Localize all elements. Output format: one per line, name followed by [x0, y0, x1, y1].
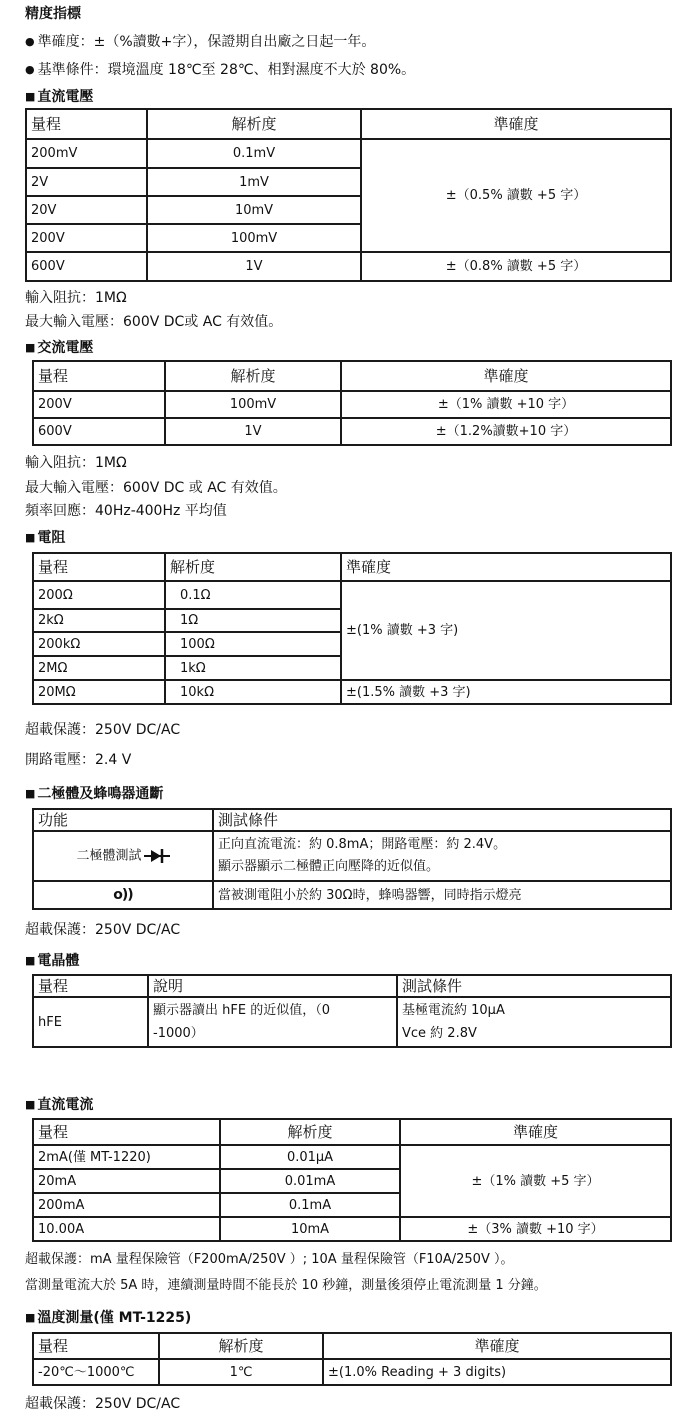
range-cell: 200kΩ — [33, 632, 165, 656]
diode-condition-line: 正向直流電流：約 0.8mA；開路電壓：約 2.4V。 — [218, 837, 507, 852]
range-cell: 2mA(僅 MT-1220) — [33, 1145, 220, 1169]
table-header-row — [33, 553, 671, 581]
table-row — [33, 997, 671, 1047]
header-range: 量程 — [33, 975, 148, 997]
range-cell: 200mV — [26, 139, 147, 168]
header-resolution: 解析度 — [220, 1119, 400, 1145]
table-row — [33, 1145, 671, 1169]
range-cell: 200mA — [33, 1193, 220, 1217]
table-header-row — [33, 975, 671, 997]
resistance-table — [32, 552, 672, 705]
range-cell: 2V — [26, 168, 147, 196]
table-row — [33, 391, 671, 418]
table-header-row — [26, 109, 671, 139]
temperature-table — [32, 1332, 672, 1386]
header-range: 量程 — [33, 553, 165, 581]
note-input-impedance: 輸入阻抗：1MΩ — [25, 290, 127, 306]
table-header-row — [33, 1119, 671, 1145]
accuracy-cell: ±(1% 讀數 +3 字) — [341, 581, 671, 680]
range-cell: 2MΩ — [33, 656, 165, 680]
resolution-cell: 100Ω — [165, 632, 341, 656]
test-condition-line: 基極電流約 10μA — [402, 1003, 505, 1018]
header-test-condition: 測試條件 — [397, 975, 671, 997]
diode-condition-cell — [213, 831, 671, 881]
table-row — [26, 252, 671, 281]
header-description: 說明 — [148, 975, 397, 997]
buzzer-condition-cell: 當被測電阻小於約 30Ω時，蜂鳴器響，同時指示燈亮 — [213, 881, 671, 909]
table-row — [33, 831, 671, 881]
section-diode-continuity: ■ 二極體及蜂鳴器通斷 — [25, 786, 163, 803]
resolution-cell: 0.1mV — [147, 139, 361, 168]
header-test-condition: 測試條件 — [213, 809, 671, 831]
test-condition-line: Vce 約 2.8V — [402, 1026, 477, 1041]
accuracy-cell: ±(1.0% Reading + 3 digits) — [323, 1359, 671, 1385]
header-resolution: 解析度 — [165, 361, 341, 391]
accuracy-cell: ±（1% 讀數 +5 字） — [400, 1145, 671, 1217]
note-input-impedance: 輸入阻抗：1MΩ — [25, 455, 127, 471]
header-function: 功能 — [33, 809, 213, 831]
note-overload-protection: 超載保護：250V DC/AC — [25, 722, 181, 738]
table-row — [33, 581, 671, 609]
range-cell: 200V — [33, 391, 165, 418]
diode-function-cell — [33, 831, 213, 881]
header-range: 量程 — [33, 361, 165, 391]
resolution-cell: 100mV — [147, 224, 361, 252]
note-overload-protection: 超載保護：250V DC/AC — [25, 922, 181, 938]
resolution-cell: 10mA — [220, 1217, 400, 1241]
section-ac-voltage: ■ 交流電壓 — [25, 340, 93, 357]
resolution-cell: 100mV — [165, 391, 341, 418]
section-temperature: ■ 溫度測量(僅 MT-1225) — [25, 1310, 191, 1327]
table-row — [33, 680, 671, 704]
accuracy-cell: ±（1.2%讀數+10 字） — [341, 418, 671, 445]
header-accuracy: 準確度 — [323, 1333, 671, 1359]
diode-symbol-icon — [144, 848, 170, 864]
diode-test-label: 二極體測試 — [76, 848, 142, 864]
header-accuracy: 準確度 — [361, 109, 671, 139]
description-cell — [148, 997, 397, 1047]
accuracy-cell: ±(1.5% 讀數 +3 字) — [341, 680, 671, 704]
resolution-cell: 1Ω — [165, 609, 341, 632]
resolution-cell: 1kΩ — [165, 656, 341, 680]
range-cell: 20mA — [33, 1169, 220, 1193]
diode-condition-line: 顯示器顯示二極體正向壓降的近似值。 — [218, 859, 440, 874]
bullet-accuracy: ● 準確度：±（%讀數+字），保證期自出廠之日起一年。 — [25, 34, 375, 51]
resolution-cell: 10mV — [147, 196, 361, 224]
accuracy-cell: ±（0.8% 讀數 +5 字） — [361, 252, 671, 281]
header-accuracy: 準確度 — [341, 361, 671, 391]
resolution-cell: 1V — [147, 252, 361, 281]
range-cell: 20MΩ — [33, 680, 165, 704]
table-row — [26, 139, 671, 168]
resolution-cell: 1℃ — [159, 1359, 323, 1385]
header-range: 量程 — [33, 1333, 159, 1359]
range-cell: -20℃～1000℃ — [33, 1359, 159, 1385]
header-accuracy: 準確度 — [341, 553, 671, 581]
note-high-current-limit: 當測量電流大於 5A 時，連續測量時間不能長於 10 秒鐘，測量後須停止電流測量 1 分鐘。 — [25, 1278, 547, 1293]
header-resolution: 解析度 — [147, 109, 361, 139]
buzzer-icon: o)) — [113, 886, 133, 903]
resolution-cell: 10kΩ — [165, 680, 341, 704]
range-cell: 200V — [26, 224, 147, 252]
note-max-input: 最大輸入電壓：600V DC 或 AC 有效值。 — [25, 480, 287, 496]
note-frequency-response: 頻率回應：40Hz-400Hz 平均值 — [25, 503, 227, 519]
range-cell: 20V — [26, 196, 147, 224]
range-cell: 2kΩ — [33, 609, 165, 632]
description-line: -1000） — [153, 1026, 204, 1041]
table-row — [33, 1359, 671, 1385]
table-row — [33, 1217, 671, 1241]
note-overload-protection: 超載保護：250V DC/AC — [25, 1396, 181, 1412]
header-range: 量程 — [33, 1119, 220, 1145]
resolution-cell: 0.1mA — [220, 1193, 400, 1217]
resolution-cell: 0.1Ω — [165, 581, 341, 609]
bullet-reference-conditions: ● 基準條件：環境溫度 18℃至 28℃、相對濕度不大於 80%。 — [25, 62, 415, 79]
note-max-input: 最大輸入電壓：600V DC或 AC 有效值。 — [25, 314, 283, 330]
description-line: 顯示器讀出 hFE 的近似值，（0 — [153, 1003, 330, 1018]
section-resistance: ■ 電阻 — [25, 530, 65, 547]
table-header-row — [33, 1333, 671, 1359]
test-condition-cell — [397, 997, 671, 1047]
section-transistor: ■ 電晶體 — [25, 953, 79, 970]
buzzer-function-cell — [33, 881, 213, 909]
header-resolution: 解析度 — [159, 1333, 323, 1359]
accuracy-cell: ±（0.5% 讀數 +5 字） — [361, 139, 671, 252]
transistor-table — [32, 974, 672, 1048]
range-cell: 10.00A — [33, 1217, 220, 1241]
table-row — [33, 418, 671, 445]
note-fuse-protection: 超載保護：mA 量程保險管（F200mA/250V ）; 10A 量程保險管（F10A/250V ）。 — [25, 1252, 514, 1267]
table-header-row — [33, 361, 671, 391]
section-dc-voltage: ■ 直流電壓 — [25, 89, 93, 106]
range-cell: 600V — [33, 418, 165, 445]
resolution-cell: 0.01μA — [220, 1145, 400, 1169]
table-header-row — [33, 809, 671, 831]
section-dc-current: ■ 直流電流 — [25, 1097, 93, 1114]
dc-voltage-table — [25, 108, 672, 282]
table-row — [33, 881, 671, 909]
range-cell: hFE — [33, 997, 148, 1047]
range-cell: 600V — [26, 252, 147, 281]
resolution-cell: 1mV — [147, 168, 361, 196]
range-cell: 200Ω — [33, 581, 165, 609]
header-range: 量程 — [26, 109, 147, 139]
header-resolution: 解析度 — [165, 553, 341, 581]
dc-current-table — [32, 1118, 672, 1242]
ac-voltage-table — [32, 360, 672, 446]
resolution-cell: 1V — [165, 418, 341, 445]
note-open-circuit-voltage: 開路電壓：2.4 V — [25, 752, 132, 768]
page-title: 精度指標 — [25, 6, 81, 22]
diode-table — [32, 808, 672, 910]
resolution-cell: 0.01mA — [220, 1169, 400, 1193]
accuracy-cell: ±（1% 讀數 +10 字） — [341, 391, 671, 418]
accuracy-cell: ±（3% 讀數 +10 字） — [400, 1217, 671, 1241]
header-accuracy: 準確度 — [400, 1119, 671, 1145]
